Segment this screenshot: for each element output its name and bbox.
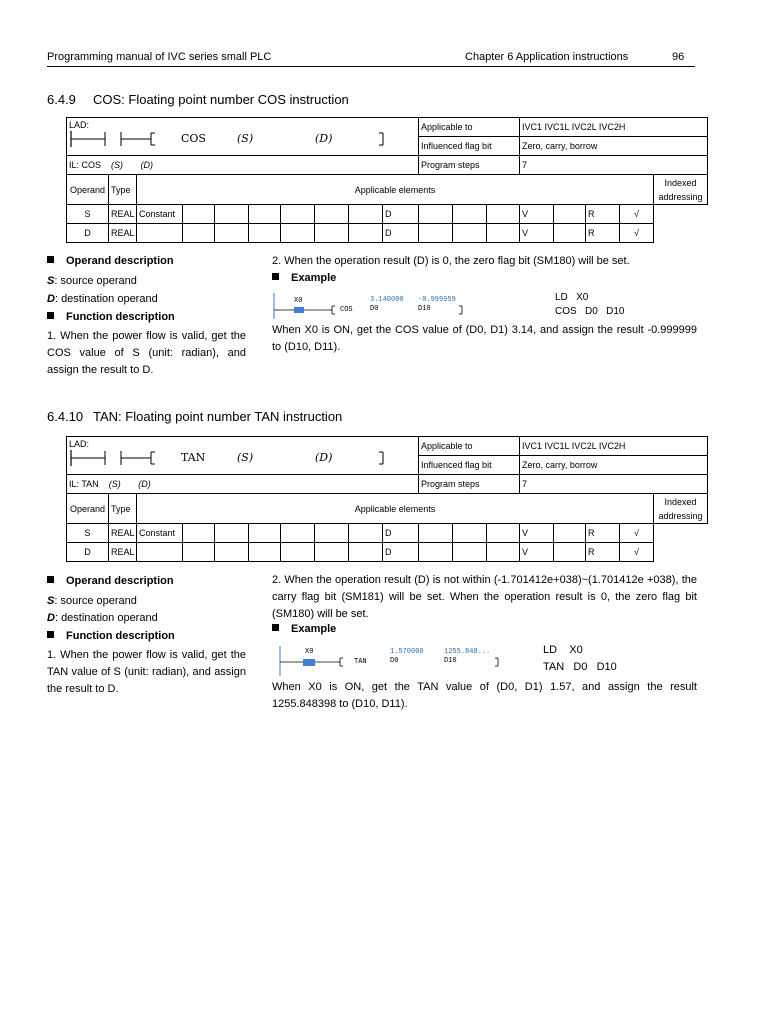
cos-example-text: When X0 is ON, get the COS value of (D0, D1) 3.14, and assign the result -0.999999 to (D10, D11). [272, 324, 697, 353]
tan-s-desc-text: : source operand [54, 595, 137, 607]
cos-ex-op1: D0 [370, 305, 379, 313]
table-row [67, 524, 708, 543]
header-left-title: Programming manual of IVC series small PLC [47, 51, 272, 63]
cos-row2-operand: D [67, 224, 109, 243]
cos-zero-flag-text: 2. When the operation result (D) is 0, the zero flag bit (SM180) will be set. [272, 255, 630, 267]
tan-applicable-value: IVC1 IVC1L IVC2L IVC2H [520, 437, 708, 456]
cos-applicable-label: Applicable to [419, 118, 520, 137]
cos-ladder-diagram [69, 130, 416, 148]
bullet-square-icon [47, 631, 54, 638]
tan-row1-r: R [586, 524, 620, 543]
cos-col-type: Type [109, 175, 137, 205]
cos-d-desc-text: : destination operand [54, 293, 158, 305]
tan-example-text: When X0 is ON, get the TAN value of (D0, D1) 1.57, and assign the result 1255.848398 to (D10, D11). [272, 681, 697, 710]
cos-flag-value: Zero, carry, borrow [520, 137, 708, 156]
tan-row2-indexed: √ [620, 543, 654, 562]
tan-ex-instr: TAN [354, 658, 367, 666]
tan-row1-type: REAL [109, 524, 137, 543]
tan-operand-heading-text: Operand description [66, 575, 174, 587]
tan-ex-contact: X0 [305, 648, 314, 656]
cos-example-heading-text: Example [291, 272, 337, 284]
cos-row2-type: REAL [109, 224, 137, 243]
bullet-square-icon [272, 624, 279, 631]
tan-lad-label: LAD: [69, 439, 90, 449]
tan-row1-d: D [383, 524, 419, 543]
cos-s-desc-text: : source operand [54, 275, 137, 287]
cos-ex-val1: 3.140000 [370, 296, 404, 304]
cos-function-heading-text: Function description [66, 311, 175, 323]
tan-il-cell [67, 475, 419, 494]
tan-col-indexed-1: Indexed [664, 496, 697, 507]
cos-example-ladder [272, 292, 472, 320]
cos-row1-constant: Constant [137, 205, 183, 224]
cos-d-key: D [47, 293, 55, 305]
cos-row1-d: D [383, 205, 419, 224]
tan-row2-r: R [586, 543, 620, 562]
tan-operand-heading [47, 573, 257, 590]
cos-ex-op2: D10 [418, 305, 431, 313]
cos-il-d: (D) [140, 160, 154, 170]
tan-col-operand: Operand [67, 494, 109, 524]
tan-row2-operand: D [67, 543, 109, 562]
cos-ex-instr: COS [340, 306, 353, 314]
cos-row2-v: V [520, 224, 554, 243]
tan-ladder-diagram [69, 449, 416, 467]
tan-ex-op2: D10 [444, 657, 457, 665]
bullet-square-icon [47, 312, 54, 319]
cos-il-s: (S) [111, 160, 124, 170]
tan-function-heading [47, 628, 257, 645]
tan-ex-val2: 1255.848... [444, 648, 491, 656]
cos-flag-label: Influenced flag bit [419, 137, 520, 156]
cos-lad-cell [67, 118, 419, 156]
cos-lad-s: (S) [237, 132, 254, 145]
cos-il-label: IL: COS [69, 160, 102, 170]
cos-il-line1: LD X0 [555, 292, 589, 303]
tan-flag-label: Influenced flag bit [419, 456, 520, 475]
tan-row1-operand: S [67, 524, 109, 543]
cos-s-desc [47, 273, 137, 290]
tan-col-indexed [654, 494, 708, 524]
cos-operand-heading-text: Operand description [66, 255, 174, 267]
cos-row1-r: R [586, 205, 620, 224]
tan-applicable-label: Applicable to [419, 437, 520, 456]
tan-steps-label: Program steps [419, 475, 520, 494]
cos-lad-d: (D) [315, 132, 333, 145]
cos-lad-label: LAD: [69, 120, 90, 130]
cos-function-text: 1. When the power flow is valid, get the COS value of S (unit: radian), and assign the result to D. [47, 330, 246, 376]
tan-steps-value: 7 [520, 475, 708, 494]
page-number: 96 [672, 51, 685, 63]
tan-row2-d: D [383, 543, 419, 562]
cos-il-line2: COS D0 D10 [555, 306, 625, 317]
cos-col-indexed-1: Indexed [664, 177, 697, 188]
table-row [67, 205, 708, 224]
tan-col-type: Type [109, 494, 137, 524]
tan-example-ladder [278, 645, 508, 677]
header-rule [47, 66, 695, 67]
cos-row2-indexed: √ [620, 224, 654, 243]
cos-function-heading [47, 309, 257, 326]
cos-ladder-lines [69, 130, 399, 148]
cos-d-desc [47, 291, 158, 308]
cos-row2-r: R [586, 224, 620, 243]
cos-col-indexed [654, 175, 708, 205]
cos-steps-value: 7 [520, 156, 708, 175]
tan-d-desc-text: : destination operand [54, 612, 158, 624]
tan-d-desc [47, 610, 158, 627]
tan-example-heading [272, 621, 336, 638]
tan-section-title [47, 409, 342, 424]
cos-il-cell [67, 156, 419, 175]
cos-operand-heading [47, 253, 257, 270]
cos-row1-indexed: √ [620, 205, 654, 224]
tan-function-heading-text: Function description [66, 630, 175, 642]
cos-s-key: S [47, 275, 55, 287]
tan-lad-s: (S) [237, 451, 254, 464]
cos-row2-d: D [383, 224, 419, 243]
cos-row1-v: V [520, 205, 554, 224]
tan-row2-type: REAL [109, 543, 137, 562]
tan-section-heading: TAN: Floating point number TAN instruction [93, 409, 343, 424]
tan-ex-op1: D0 [390, 657, 399, 665]
tan-row1-v: V [520, 524, 554, 543]
cos-col-elements: Applicable elements [137, 175, 654, 205]
tan-lad-d: (D) [315, 451, 333, 464]
tan-row2-constant [137, 543, 183, 562]
tan-col-elements: Applicable elements [137, 494, 654, 524]
cos-section-heading: COS: Floating point number COS instruction [93, 92, 349, 107]
tan-section-number: 6.4.10 [47, 409, 84, 424]
cos-section-number: 6.4.9 [47, 92, 76, 107]
tan-il-line2: TAN D0 D10 [543, 661, 617, 673]
table-row [67, 543, 708, 562]
tan-row1-indexed: √ [620, 524, 654, 543]
tan-il-s: (S) [108, 479, 121, 489]
tan-flag-value: Zero, carry, borrow [520, 456, 708, 475]
cos-ex-contact: X0 [294, 297, 303, 305]
tan-row1-constant: Constant [137, 524, 183, 543]
cos-col-operand: Operand [67, 175, 109, 205]
cos-row2-constant [137, 224, 183, 243]
tan-s-desc [47, 593, 137, 610]
tan-lad-instr: TAN [181, 451, 206, 464]
header-chapter: Chapter 6 Application instructions [465, 51, 629, 63]
tan-row2-v: V [520, 543, 554, 562]
tan-s-key: S [47, 595, 55, 607]
tan-lad-cell [67, 437, 419, 475]
cos-applicable-value: IVC1 IVC1L IVC2L IVC2H [520, 118, 708, 137]
tan-d-key: D [47, 612, 55, 624]
tan-ladder-lines [69, 449, 399, 467]
cos-row1-operand: S [67, 205, 109, 224]
cos-col-indexed-2: addressing [658, 191, 703, 202]
tan-col-indexed-2: addressing [658, 510, 703, 521]
tan-il-d: (D) [138, 479, 151, 489]
cos-ex-val2: -0.999959 [418, 296, 456, 304]
cos-spec-table [66, 117, 708, 243]
cos-example-heading [272, 270, 336, 287]
tan-ex-val1: 1.570000 [390, 648, 424, 656]
tan-carry-text: 2. When the operation result (D) is not within (-1.701412e+038)~(1.701412e +038), the carry flag bit (SM181) will be set. When the operation result is 0, the zero flag bit (SM180) will be set. [272, 574, 697, 620]
tan-example-heading-text: Example [291, 623, 337, 635]
tan-spec-table [66, 436, 708, 562]
cos-lad-instr: COS [181, 132, 206, 145]
table-row [67, 224, 708, 243]
cos-row1-type: REAL [109, 205, 137, 224]
bullet-square-icon [47, 256, 54, 263]
tan-il-label: IL: TAN [69, 479, 99, 489]
tan-function-text: 1. When the power flow is valid, get the TAN value of S (unit: radian), and assign the result to D. [47, 649, 246, 695]
tan-il-line1: LD X0 [543, 644, 583, 656]
cos-section-title [47, 92, 349, 107]
cos-steps-label: Program steps [419, 156, 520, 175]
bullet-square-icon [272, 273, 279, 280]
bullet-square-icon [47, 576, 54, 583]
